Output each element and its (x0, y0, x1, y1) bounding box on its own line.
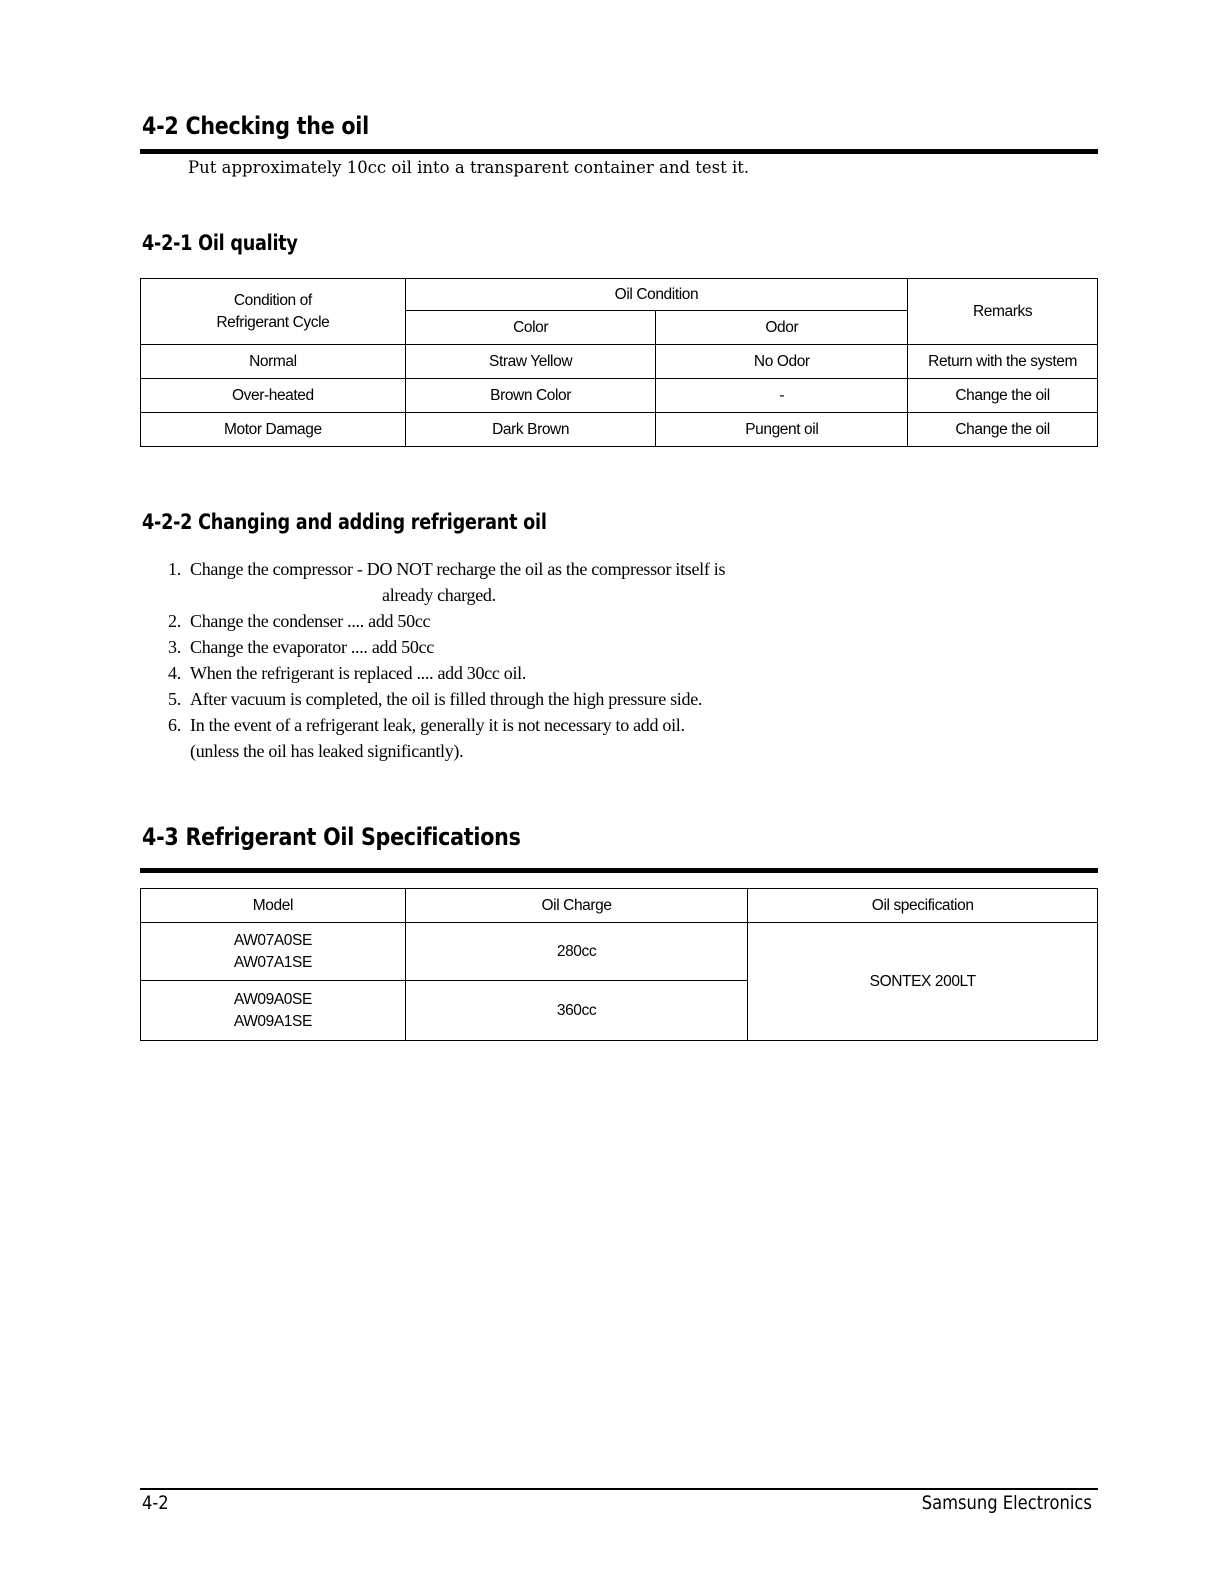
step-text-continuation: (unless the oil has leaked significantly). (190, 741, 464, 761)
oil-spec-table (140, 888, 1098, 1041)
subsection-title-oil-quality: 4-2-1 Oil quality (142, 231, 298, 255)
table-row (141, 923, 1098, 981)
step-number: 4. (168, 663, 181, 683)
header-oil-charge: Oil Charge (405, 889, 748, 923)
section-rule (140, 149, 1098, 154)
list-item (168, 660, 725, 686)
cell-odor: Pungent oil (656, 413, 908, 447)
list-item (168, 556, 725, 582)
subsection-title-changing-oil: 4-2-2 Changing and adding refrigerant oil (142, 510, 547, 534)
step-text: When the refrigerant is replaced .... add 30cc oil. (190, 663, 527, 683)
model-name: AW07A1SE (233, 953, 312, 971)
step-number: 5. (168, 689, 181, 709)
table-row (141, 413, 1098, 447)
step-number: 2. (168, 611, 181, 631)
cell-oil-spec: SONTEX 200LT (748, 923, 1098, 1041)
header-oil-condition: Oil Condition (405, 279, 907, 311)
table-row (141, 379, 1098, 413)
step-text: Change the compressor - DO NOT recharge the oil as the compressor itself is (190, 559, 726, 579)
header-condition-line-1: Condition of (233, 291, 312, 309)
cell-condition: Over-heated (141, 379, 406, 413)
cell-remarks: Return with the system (908, 345, 1098, 379)
step-number: 3. (168, 637, 181, 657)
steps-list (168, 556, 725, 764)
section-title-checking-oil: 4-2 Checking the oil (142, 112, 369, 140)
list-item-continuation (168, 582, 725, 608)
header-remarks: Remarks (908, 279, 1098, 345)
header-oil-spec: Oil specification (748, 889, 1098, 923)
cell-odor: No Odor (656, 345, 908, 379)
list-item-continuation (168, 738, 725, 764)
page-number: 4-2 (142, 1492, 169, 1514)
footer-company: Samsung Electronics (921, 1492, 1092, 1514)
cell-oil-charge: 360cc (405, 981, 748, 1041)
table-row (141, 345, 1098, 379)
intro-text: Put approximately 10cc oil into a transparent container and test it. (188, 158, 750, 177)
header-condition-line-2: Refrigerant Cycle (216, 313, 330, 331)
cell-color: Brown Color (405, 379, 656, 413)
list-item (168, 712, 725, 738)
cell-odor: - (656, 379, 908, 413)
cell-color: Dark Brown (405, 413, 656, 447)
cell-remarks: Change the oil (908, 413, 1098, 447)
step-text: In the event of a refrigerant leak, generally it is not necessary to add oil. (190, 715, 685, 735)
section-title-oil-specifications: 4-3 Refrigerant Oil Specifications (142, 823, 521, 851)
header-color: Color (405, 311, 656, 345)
step-number: 6. (168, 715, 181, 735)
section-rule (140, 868, 1098, 873)
cell-condition: Normal (141, 345, 406, 379)
list-item (168, 608, 725, 634)
cell-condition: Motor Damage (141, 413, 406, 447)
cell-remarks: Change the oil (908, 379, 1098, 413)
cell-models (141, 981, 406, 1041)
model-name: AW09A0SE (233, 990, 312, 1008)
footer-rule (140, 1488, 1098, 1490)
step-number: 1. (168, 559, 181, 579)
step-text-continuation: already charged. (382, 585, 496, 605)
step-text: Change the evaporator .... add 50cc (190, 637, 434, 657)
oil-quality-table (140, 278, 1098, 447)
cell-color: Straw Yellow (405, 345, 656, 379)
list-item (168, 686, 725, 712)
step-text: Change the condenser .... add 50cc (190, 611, 431, 631)
model-name: AW07A0SE (233, 931, 312, 949)
step-text: After vacuum is completed, the oil is filled through the high pressure side. (190, 689, 703, 709)
cell-models (141, 923, 406, 981)
model-name: AW09A1SE (233, 1012, 312, 1030)
list-item (168, 634, 725, 660)
header-condition (141, 279, 406, 345)
header-model: Model (141, 889, 406, 923)
header-odor: Odor (656, 311, 908, 345)
cell-oil-charge: 280cc (405, 923, 748, 981)
